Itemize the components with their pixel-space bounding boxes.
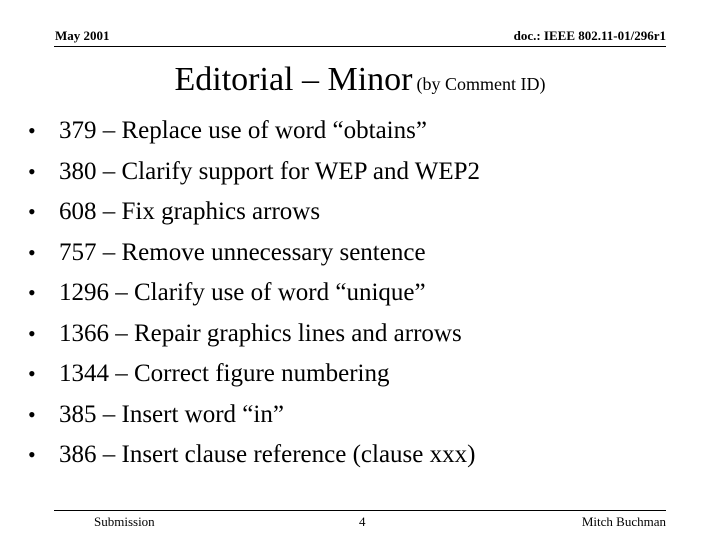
list-item-text: 1296 – Clarify use of word “unique” [59,279,426,306]
list-item-text: 386 – Insert clause reference (clause xxx) [59,441,476,468]
bullet-icon: • [28,239,36,265]
list-item-text: 380 – Clarify support for WEP and WEP2 [59,157,481,185]
slide-title-main: Editorial – Minor [174,61,413,98]
footer-submission: Submission [94,514,155,529]
bullet-icon: • [28,158,36,184]
footer-author: Mitch Buchman [581,514,666,529]
bullet-icon: • [28,199,36,224]
bullet-icon: • [28,320,36,346]
header-date: May 2001 [55,28,110,43]
slide-title-sub: (by Comment ID) [416,74,546,94]
list-item-text: 1366 – Repair graphics lines and arrows [59,319,462,347]
bullet-icon: • [28,118,36,143]
bullet-icon: • [28,361,36,386]
header-doc-id: doc.: IEEE 802.11-01/296r1 [513,28,666,43]
footer-divider [54,510,666,511]
bullet-icon: • [28,401,36,427]
bullet-icon: • [28,442,36,467]
header-divider [54,46,666,47]
footer-page-number: 4 [359,514,366,529]
list-item-text: 757 – Remove unnecessary sentence [59,238,426,266]
list-item-text: 385 – Insert word “in” [59,400,284,428]
slide-title [0,61,720,99]
bullet-icon: • [28,280,36,305]
list-item-text: 379 – Replace use of word “obtains” [59,117,427,144]
list-item-text: 1344 – Correct figure numbering [59,360,390,387]
list-item-text: 608 – Fix graphics arrows [59,198,321,225]
